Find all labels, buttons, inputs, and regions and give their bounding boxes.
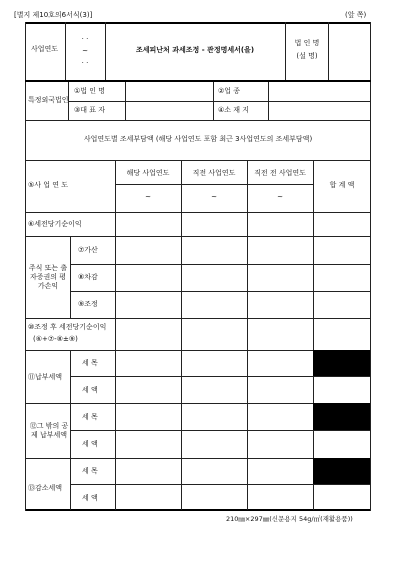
section-divider — [25, 160, 371, 161]
divider — [68, 101, 370, 102]
date-dots: · · — [81, 35, 89, 43]
row-line — [70, 430, 371, 431]
divider — [285, 22, 286, 80]
row-line — [25, 212, 371, 213]
date-tilde: ~ — [82, 47, 88, 55]
deduction-label: ⑧차감 — [78, 273, 98, 281]
row-line — [115, 184, 313, 185]
frame-right — [370, 22, 371, 511]
tax-amount-label: 세 액 — [82, 386, 98, 394]
row-line — [25, 318, 371, 319]
num: ④ — [218, 106, 225, 114]
adjusted-income-formula: (⑥+⑦-⑧±⑨) — [33, 335, 78, 343]
representative-field-label — [74, 107, 105, 114]
label: 대 표 자 — [80, 106, 106, 114]
num: ① — [74, 87, 81, 95]
addition-label: ⑦가산 — [78, 246, 98, 254]
row-line — [70, 291, 371, 292]
corp-name-label: 법 인 명 — [294, 39, 320, 47]
two-years-prior-header: 직전 전 사업연도 — [254, 169, 306, 177]
fiscal-year-column-label: ⑤사 업 연 도 — [28, 181, 68, 189]
two-years-prior-tilde: ~ — [277, 193, 283, 201]
form-title: 조세피난처 과세조정 - 관정명세서(을) — [135, 46, 255, 54]
page-side-label: (앞 쪽) — [345, 11, 367, 19]
corp-name-field-label — [74, 88, 105, 95]
industry-field-label — [218, 88, 240, 95]
current-year-header: 해당 사업연도 — [126, 169, 170, 177]
divider — [105, 22, 106, 80]
label: 소 재 지 — [224, 106, 250, 114]
label: 법 인 명 — [80, 87, 106, 95]
tax-item-label: 세 목 — [82, 413, 98, 421]
prior-year-tilde: ~ — [211, 193, 217, 201]
label: 업 종 — [224, 87, 241, 95]
row-line — [70, 376, 371, 377]
row-line — [25, 236, 371, 237]
col-line — [70, 236, 71, 318]
summary-title: 사업연도별 조세부담액 (해당 사업연도 포함 최근 3사업연도의 조세부담액) — [83, 135, 313, 143]
reduced-tax-label: ⑬감소세액 — [28, 484, 63, 492]
address-field-label — [218, 107, 249, 114]
adjusted-income-label: ⑩조정 후 세전당기순이익 — [28, 323, 107, 331]
shaded-cell — [313, 403, 370, 430]
valuation-gain-loss-label: 주식 또는 출자증권의 평가손익 — [28, 264, 68, 291]
current-year-tilde: ~ — [145, 193, 151, 201]
fiscal-year-label: 사업연도 — [31, 45, 59, 53]
frame-bottom — [25, 509, 371, 511]
tax-amount-label: 세 액 — [82, 440, 98, 448]
tax-amount-label: 세 액 — [82, 494, 98, 502]
num: ② — [218, 87, 225, 95]
tax-item-label: 세 목 — [82, 359, 98, 367]
divider — [65, 22, 66, 80]
frame-left — [25, 22, 26, 511]
other-deductible-tax-label: ⑫그 밖의 공제 납부세액 — [29, 422, 69, 440]
shaded-cell — [313, 350, 370, 376]
shaded-cell — [313, 458, 370, 484]
total-header: 합 계 액 — [329, 181, 355, 189]
num: ③ — [74, 106, 81, 114]
tax-paid-label: ⑪납부세액 — [28, 373, 63, 381]
tax-item-label: 세 목 — [82, 467, 98, 475]
paper-spec-footer: 210㎜×297㎜(신문용지 54g/㎡(재활용품)) — [226, 515, 353, 523]
frame-top — [25, 22, 371, 24]
corp-desc-label: (설 명) — [296, 52, 318, 60]
pretax-income-label: ⑥세전당기순이익 — [28, 220, 82, 228]
prior-year-header: 직전 사업연도 — [192, 169, 236, 177]
date-dots: · · — [81, 59, 89, 67]
section-divider — [25, 120, 371, 121]
specific-foreign-corp-label: 특정외국법인 — [28, 96, 69, 104]
section-divider — [25, 80, 371, 82]
row-line — [70, 264, 371, 265]
adjustment-label: ⑨조정 — [78, 300, 98, 308]
form-reference: [별지 제10호의6서식(3)] — [14, 11, 93, 19]
row-line — [70, 484, 371, 485]
divider — [328, 22, 329, 80]
